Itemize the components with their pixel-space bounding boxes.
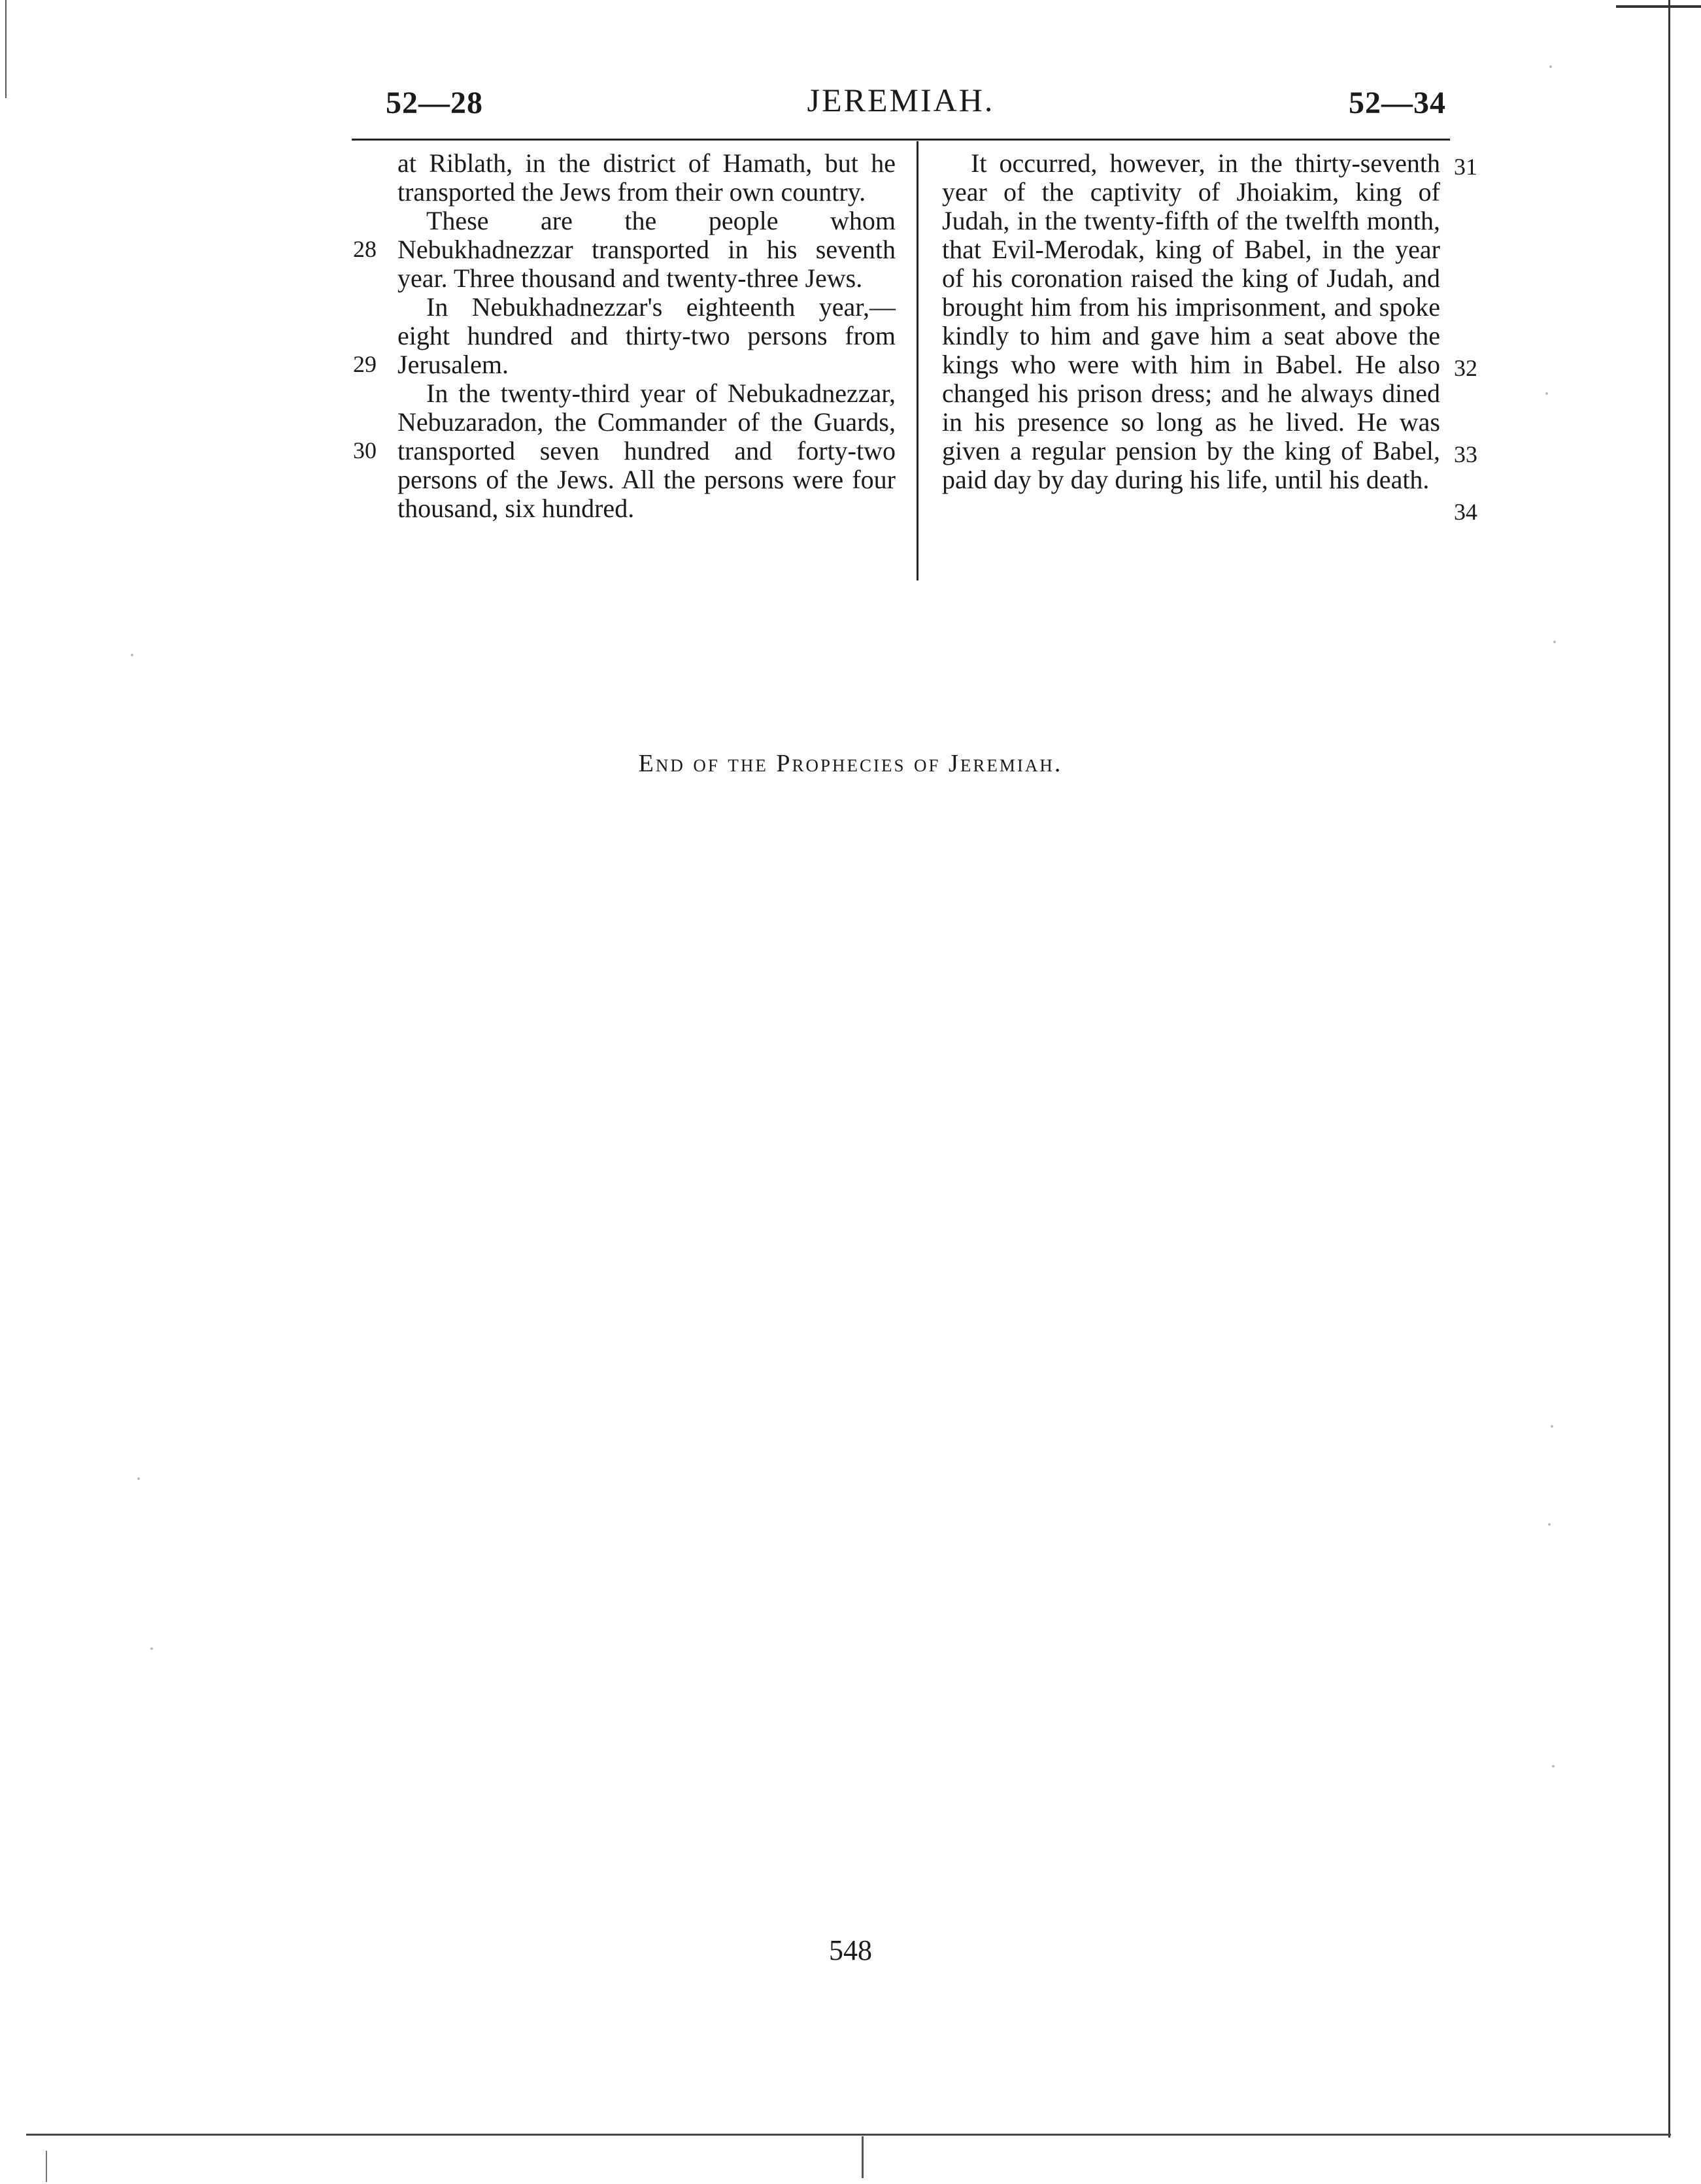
verse-number: 31 bbox=[1454, 154, 1477, 180]
header-rule bbox=[352, 139, 1450, 141]
verse-number: 30 bbox=[353, 437, 377, 463]
verse-number: 29 bbox=[353, 351, 377, 377]
scan-edge-right bbox=[1668, 0, 1670, 2138]
header-book-title: JEREMIAH. bbox=[807, 82, 995, 118]
paragraph: It occurred, however, in the thirty-seventh year of the captivity of Jhoiakim, king of Judah, in the twenty-fifth of the twelfth month, that Evil-Merodak, king of Babel, in the year of his coronation raised the king of Judah, and brought him from his imprisonment, and spoke kindly to him and gave him a seat above the kings who were with him in Babel. He also changed his prison dress; and he always dined in his presence so long as he lived. He was given a regular pension by the king of Babel, paid day by day during his life, until his death. bbox=[942, 148, 1440, 494]
scan-speck bbox=[137, 1477, 140, 1480]
left-text-column bbox=[397, 149, 896, 523]
header-chapter-verse-start: 52—28 bbox=[386, 86, 483, 120]
paragraph: These are the people whom Nebukhadnezzar transported in his seventh year. Three thousand and twenty-three Jews. bbox=[397, 206, 896, 293]
scan-speck bbox=[150, 1647, 153, 1650]
right-text-column bbox=[942, 149, 1440, 494]
paragraph: In Nebukhadnezzar's eighteenth year,—eight hundred and thirty-two persons from Jerusalem. bbox=[397, 292, 896, 379]
scan-speck bbox=[131, 654, 133, 656]
scan-speck bbox=[1553, 641, 1556, 643]
scan-mark bbox=[862, 2136, 864, 2178]
verse-number: 34 bbox=[1454, 499, 1477, 525]
scan-speck bbox=[1552, 1765, 1555, 1768]
page-number: 548 bbox=[829, 1934, 872, 1966]
column-divider bbox=[917, 141, 918, 580]
paragraph: at Riblath, in the district of Hamath, but he transported the Jews from their own country. bbox=[397, 148, 896, 207]
paragraph: In the twenty-third year of Nebukadnezzar, Nebuzaradon, the Commander of the Guards, transported seven hundred and forty-two persons of the Jews. All the persons were four thousand, six hundred. bbox=[397, 378, 896, 523]
header-chapter-verse-end: 52—34 bbox=[1349, 86, 1446, 120]
verse-number: 32 bbox=[1454, 355, 1477, 381]
scan-edge-left bbox=[5, 0, 7, 98]
verse-number: 33 bbox=[1454, 441, 1477, 467]
scan-edge-top bbox=[1616, 5, 1701, 8]
running-header bbox=[352, 77, 1450, 129]
scan-mark bbox=[46, 2151, 47, 2182]
end-note: End of the Prophecies of Jeremiah. bbox=[638, 750, 1063, 777]
scan-speck bbox=[1545, 392, 1548, 395]
verse-number: 28 bbox=[353, 236, 377, 262]
scan-speck bbox=[1551, 1425, 1553, 1428]
scan-edge-bottom bbox=[26, 2134, 1671, 2136]
scan-speck bbox=[1549, 65, 1552, 68]
scan-speck bbox=[1548, 1523, 1551, 1526]
